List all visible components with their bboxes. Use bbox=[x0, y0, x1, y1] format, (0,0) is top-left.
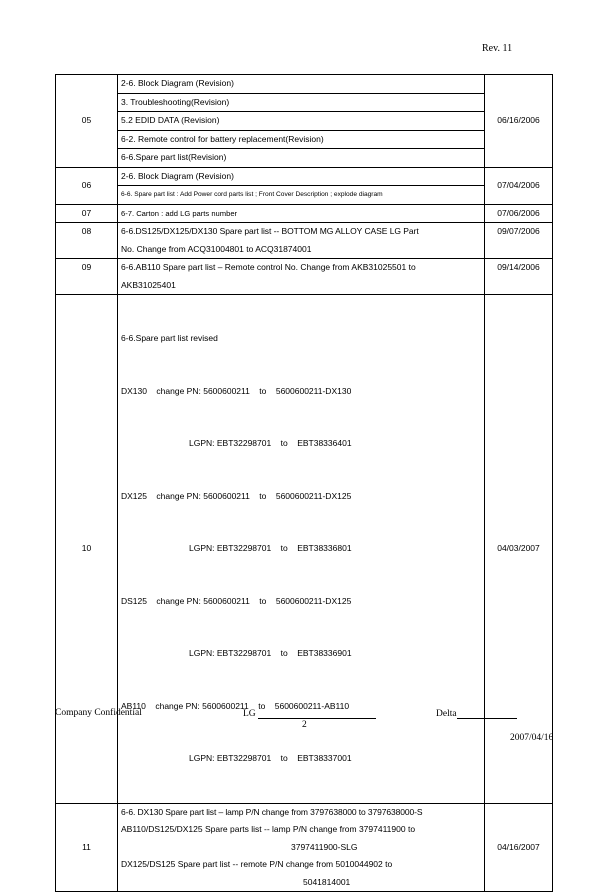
description-line: 3797411900-SLG bbox=[291, 841, 358, 852]
description-cell: 2-6. Block Diagram (Revision) bbox=[118, 167, 485, 186]
date-cell: 09/14/2006 bbox=[485, 259, 553, 295]
page-number: 2 bbox=[302, 720, 307, 730]
description-line: AKB31025401 bbox=[121, 279, 176, 290]
description-cell: 6-2. Remote control for battery replacement(Revision) bbox=[118, 130, 485, 149]
date-cell: 04/16/2007 bbox=[485, 803, 553, 892]
revision-label: Rev. 11 bbox=[482, 43, 513, 54]
signature-line bbox=[258, 708, 376, 719]
version-cell: 08 bbox=[56, 223, 118, 259]
description-line: AB110/DS125/DX125 Spare parts list -- lamp P/N change from 3797411900 to bbox=[121, 824, 416, 834]
date-cell: 09/07/2006 bbox=[485, 223, 553, 259]
description-line: DS125 change PN: 5600600211 to 5600600211-DX125 bbox=[121, 595, 352, 606]
description-line: LGPN: EBT32298701 to EBT38336401 bbox=[189, 438, 352, 448]
version-cell: 11 bbox=[56, 803, 118, 892]
description-line: LGPN: EBT32298701 to EBT38336801 bbox=[189, 543, 352, 553]
footer-delta-label: Delta bbox=[436, 709, 457, 719]
table-row bbox=[56, 75, 553, 94]
description-line: DX125 change PN: 5600600211 to 5600600211-DX125 bbox=[121, 490, 352, 501]
footer-company: Company Confidential bbox=[55, 708, 142, 718]
description-cell bbox=[118, 223, 485, 259]
version-cell: 10 bbox=[56, 295, 118, 804]
footer-delta-signature bbox=[436, 708, 517, 719]
revision-history-table bbox=[55, 74, 553, 892]
version-cell: 07 bbox=[56, 204, 118, 223]
description-cell: 6-6. Spare part list : Add Power cord parts list ; Front Cover Description ; explode diagram bbox=[118, 186, 485, 205]
description-line: 6-6.AB110 Spare part list – Remote control No. Change from AKB31025501 to bbox=[121, 262, 416, 272]
description-line: 6-6.Spare part list revised bbox=[121, 333, 218, 343]
footer-date: 2007/04/16 bbox=[510, 733, 554, 743]
description-cell bbox=[118, 259, 485, 295]
table-row bbox=[56, 803, 553, 892]
signature-line bbox=[457, 708, 517, 719]
description-cell: 3. Troubleshooting(Revision) bbox=[118, 93, 485, 112]
version-cell: 06 bbox=[56, 167, 118, 204]
description-line: AB110 change PN: 5600600211 to 5600600211-AB110 bbox=[121, 700, 350, 711]
date-cell: 06/16/2006 bbox=[485, 75, 553, 168]
description-cell bbox=[118, 803, 485, 892]
table-row bbox=[56, 93, 553, 112]
table-row bbox=[56, 130, 553, 149]
table-row bbox=[56, 112, 553, 131]
table-row bbox=[56, 167, 553, 186]
version-cell: 05 bbox=[56, 75, 118, 168]
description-line: No. Change from ACQ31004801 to ACQ31874001 bbox=[121, 243, 312, 254]
table-row bbox=[56, 186, 553, 205]
table-row bbox=[56, 223, 553, 259]
description-line: LGPN: EBT32298701 to EBT38337001 bbox=[189, 753, 352, 763]
table-row bbox=[56, 259, 553, 295]
description-line: LGPN: EBT32298701 to EBT38336901 bbox=[189, 648, 352, 658]
description-line: 5041814001 bbox=[303, 876, 351, 887]
description-cell bbox=[118, 295, 485, 804]
description-line: 6-6.DS125/DX125/DX130 Spare part list -- BOTTOM MG ALLOY CASE LG Part bbox=[121, 226, 419, 236]
date-cell: 07/06/2006 bbox=[485, 204, 553, 223]
date-cell: 07/04/2006 bbox=[485, 167, 553, 204]
description-cell: 6-7. Carton : add LG parts number bbox=[118, 204, 485, 223]
description-cell: 6-6.Spare part list(Revision) bbox=[118, 149, 485, 168]
description-line: DX130 change PN: 5600600211 to 5600600211-DX130 bbox=[121, 385, 352, 396]
date-cell: 04/03/2007 bbox=[485, 295, 553, 804]
version-cell: 09 bbox=[56, 259, 118, 295]
table-row bbox=[56, 204, 553, 223]
description-line: DX125/DS125 Spare part list -- remote P/N change from 5010044902 to bbox=[121, 859, 393, 869]
description-cell: 2-6. Block Diagram (Revision) bbox=[118, 75, 485, 94]
description-cell: 5.2 EDID DATA (Revision) bbox=[118, 112, 485, 131]
description-line: 6-6. DX130 Spare part list – lamp P/N change from 3797638000 to 3797638000-S bbox=[121, 806, 423, 817]
footer-lg-signature bbox=[243, 708, 376, 719]
table-row bbox=[56, 149, 553, 168]
footer-lg-label: LG bbox=[243, 709, 256, 719]
